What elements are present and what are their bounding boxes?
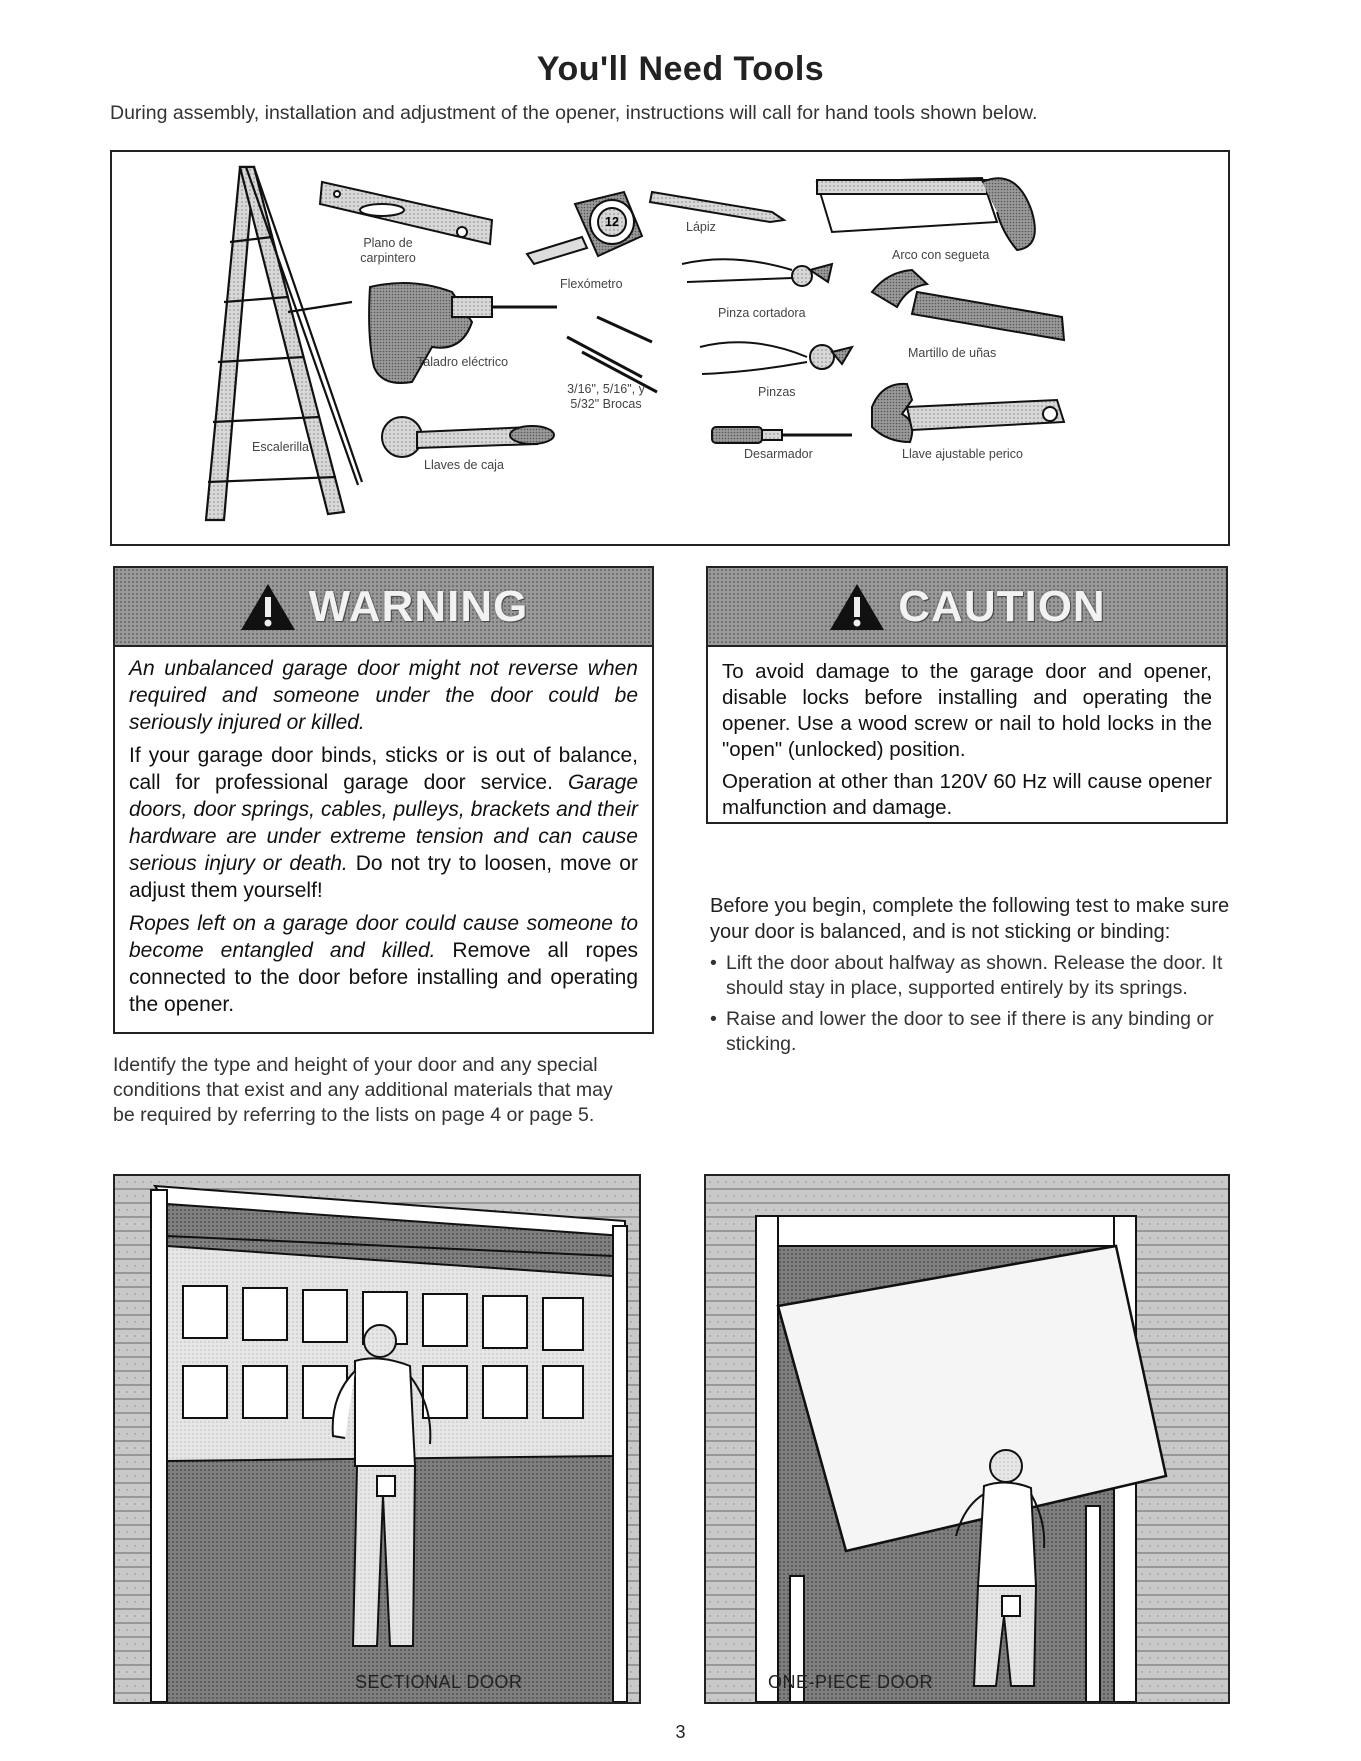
- label-brocas: 3/16", 5/16", y 5/32" Brocas: [567, 382, 645, 411]
- page-number: 3: [675, 1722, 686, 1742]
- label-arco: Arco con segueta: [892, 248, 990, 262]
- warning-heading: WARNING: [308, 581, 529, 631]
- tape-measure-icon: [527, 192, 642, 264]
- list-item: • Lift the door about halfway as shown. Release the door. It should stay in place, supported entirely by its springs.: [710, 951, 1230, 1001]
- cutting-pliers-icon: [682, 259, 832, 286]
- caution-header: [708, 568, 1226, 647]
- warning-para-2c: Do not try to loosen, move or adjust them yourself!: [129, 852, 638, 902]
- identify-text: Identify the type and height of your door and any special conditions that exist and any additional materials that may be required by referring to the lists on page 4 or page 5.: [113, 1054, 613, 1126]
- warning-header: [115, 568, 652, 647]
- label-martillo: Martillo de uñas: [908, 346, 997, 360]
- sectional-door-caption: SECTIONAL DOOR: [355, 1672, 523, 1692]
- hammer-icon: [872, 270, 1064, 340]
- warning-para-2b: Garage doors, door springs, cables, pulleys, brackets and their hardware are under extreme tension and can cause serious injury or death.: [129, 771, 638, 875]
- page-title: You'll Need Tools: [536, 50, 825, 88]
- label-plano: Plano de carpintero: [360, 236, 416, 265]
- caution-para-1: To avoid damage to the garage door and opener, disable locks before installing and operating the opener. Use a wood screw or nail to hold locks in the "open" (unlocked) position.: [722, 660, 1212, 761]
- warning-box: [113, 566, 654, 1034]
- intro-text: During assembly, installation and adjustment of the opener, instructions will call for hand tools shown below.: [110, 102, 1038, 124]
- balance-test-list: [710, 951, 1230, 1057]
- warning-triangle-icon: [239, 581, 297, 633]
- list-item: • Raise and lower the door to see if there is any binding or sticking.: [710, 1007, 1230, 1057]
- ladder-icon: [206, 167, 362, 520]
- label-pinzas: Pinzas: [758, 385, 796, 399]
- drill-bits-icon: [567, 317, 657, 392]
- balance-test-intro: Before you begin, complete the following test to make sure your door is balanced, and is not sticking or binding:: [710, 895, 1230, 943]
- caution-box: [706, 566, 1228, 824]
- caution-heading: CAUTION: [898, 581, 1106, 631]
- warning-para-2a: If your garage door binds, sticks or is out of balance, call for professional garage door service.: [129, 744, 638, 794]
- level-icon: [320, 182, 492, 244]
- warning-para-1: An unbalanced garage door might not reverse when required and someone under the door could be seriously injured or killed.: [129, 657, 638, 734]
- pencil-icon: [650, 192, 784, 222]
- caution-triangle-icon: [828, 581, 886, 633]
- one-piece-door-drawing: [706, 1176, 1228, 1702]
- label-llaves: Llaves de caja: [424, 458, 504, 472]
- label-flexometro: Flexómetro: [560, 277, 623, 291]
- one-piece-door-caption: ONE-PIECE DOOR: [768, 1672, 934, 1692]
- label-desarmador: Desarmador: [744, 447, 813, 461]
- label-lapiz: Lápiz: [686, 220, 716, 234]
- warning-para-3: [129, 910, 638, 1018]
- sectional-door-drawing: [115, 1176, 639, 1702]
- warning-para-3b: Remove all ropes connected to the door before installing and operating the opener.: [129, 939, 638, 1016]
- pliers-icon: [700, 342, 852, 374]
- socket-wrench-icon: [382, 417, 554, 457]
- label-taladro: Taladro eléctrico: [417, 355, 509, 369]
- warning-para-2: [129, 742, 638, 904]
- tape-measure-mark: 12: [605, 215, 619, 229]
- warning-para-3a: Ropes left on a garage door could cause someone to become entangled and killed.: [129, 912, 638, 962]
- hacksaw-icon: [817, 178, 1035, 250]
- tools-illustration: [110, 150, 1230, 546]
- one-piece-door-figure: [704, 1174, 1230, 1704]
- caution-para-2: Operation at other than 120V 60 Hz will cause opener malfunction and damage.: [722, 770, 1212, 819]
- tools-drawing: [112, 152, 1228, 544]
- adjustable-wrench-icon: [872, 384, 1064, 442]
- label-escalerilla: Escalerilla: [252, 440, 309, 454]
- label-pinza-cortadora: Pinza cortadora: [718, 306, 806, 320]
- sectional-door-figure: [113, 1174, 641, 1704]
- screwdriver-icon: [712, 427, 852, 443]
- label-llave-perico: Llave ajustable perico: [902, 447, 1023, 461]
- balance-test: [710, 893, 1230, 1063]
